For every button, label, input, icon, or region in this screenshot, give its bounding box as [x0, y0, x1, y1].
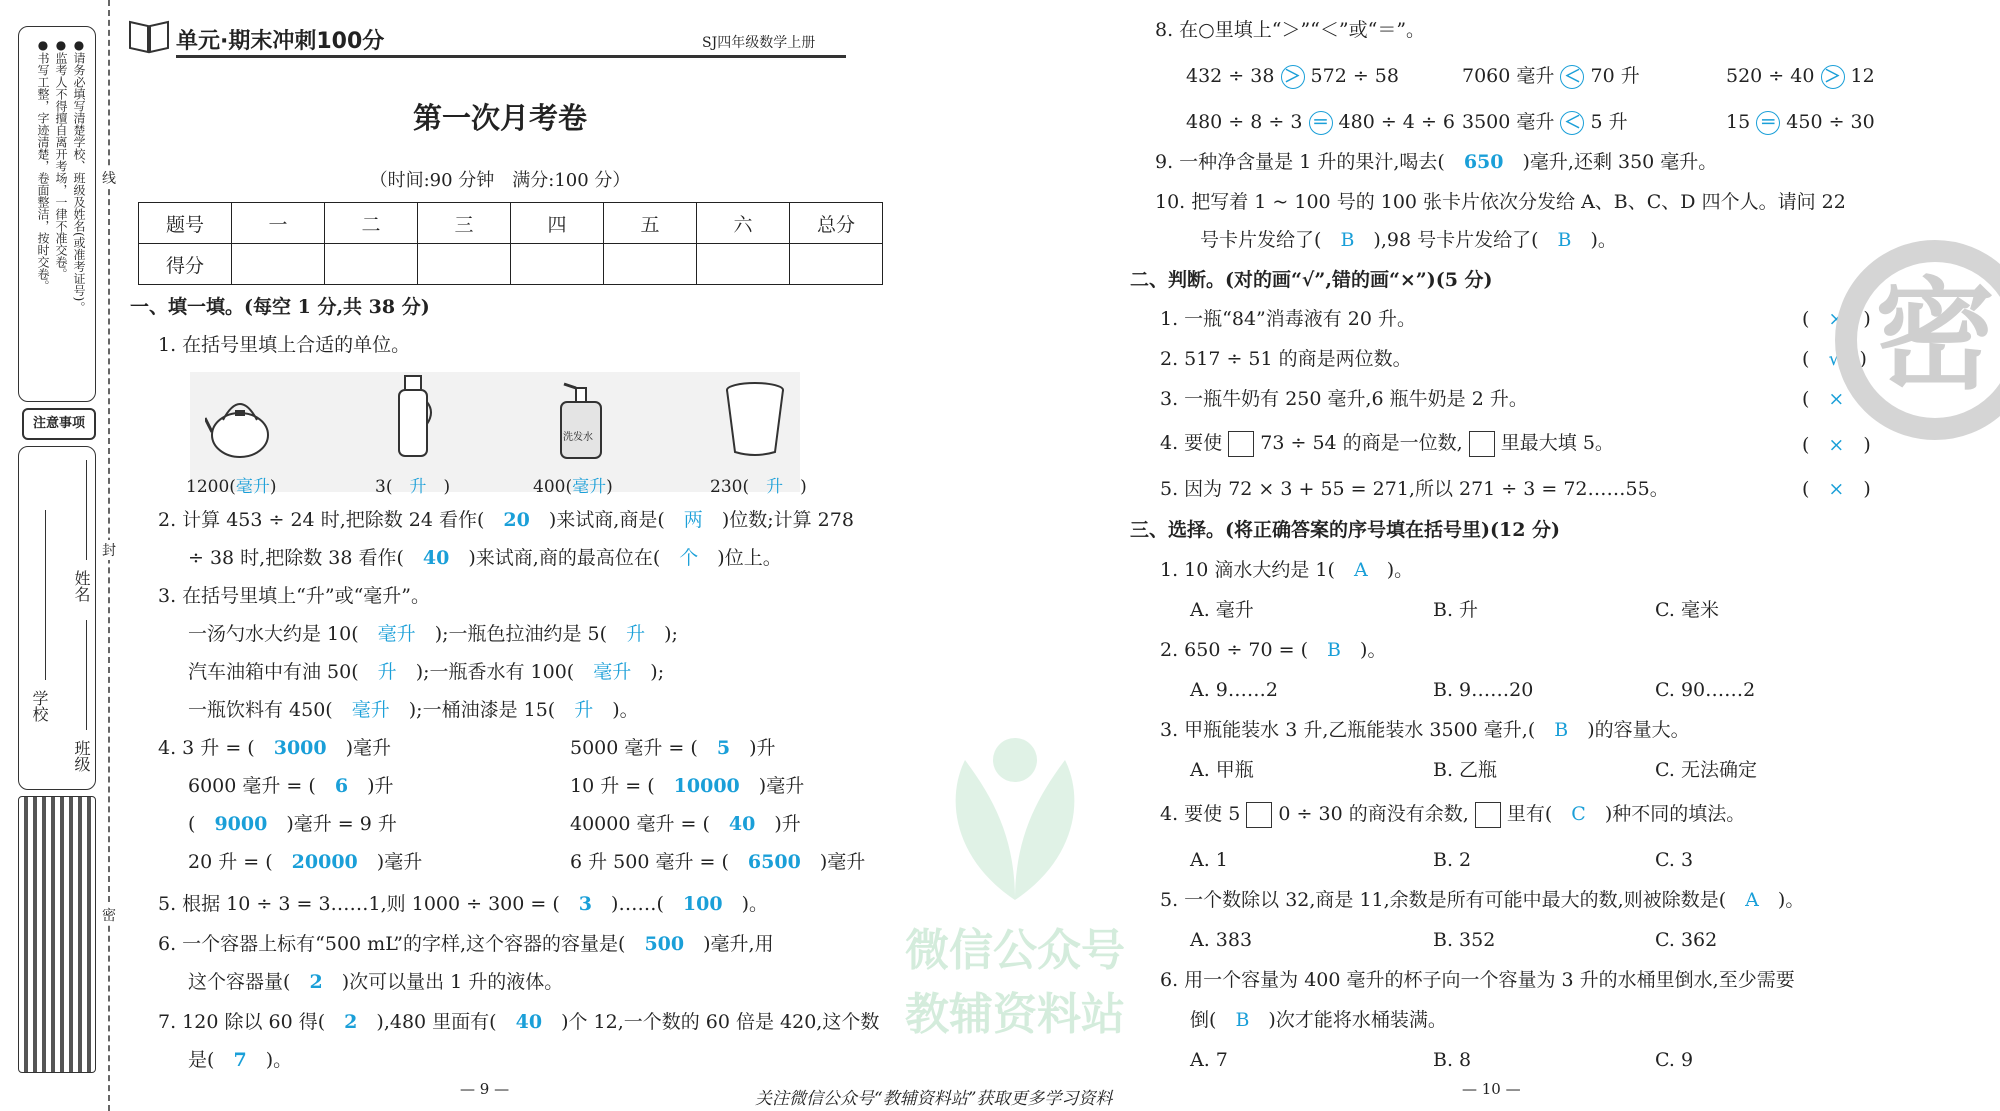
q4-item: 6 升 500 毫升 = ( 6500 )毫升	[570, 851, 866, 873]
judge-item: 1. 一瓶“84”消毒液有 20 升。	[1160, 308, 1417, 330]
score-header: 六	[697, 203, 790, 244]
stripe-box	[18, 796, 96, 1073]
score-header: 四	[511, 203, 604, 244]
choice-option: B. 8	[1433, 1049, 1472, 1071]
pic-label-shampoo: 400(毫升)	[533, 477, 613, 497]
watermark-line-1: 微信公众号	[905, 925, 1125, 976]
choice-question: 6. 用一个容量为 400 毫升的杯子向一个容量为 3 升的水桶里倒水,至少需要	[1160, 969, 1795, 991]
judge-item: 4. 要使 73 ÷ 54 的商是一位数, 里最大填 5。	[1160, 431, 1614, 457]
q7-line-1: 7. 120 除以 60 得( 2 ),480 里面有( 40 )个 12,一个数的 60 倍是 420,这个数	[158, 1011, 880, 1033]
score-header: 一	[232, 203, 325, 244]
judge-answer: ( × )	[1802, 478, 1871, 500]
judge-answer: ( × )	[1802, 308, 1871, 330]
choice-option: A. 383	[1190, 929, 1253, 951]
q9-text: 9. 一种净含量是 1 升的果汁,喝去( 650 )毫升,还剩 350 毫升。	[1155, 151, 1718, 173]
q2-line-1: 2. 计算 453 ÷ 24 时,把除数 24 看作( 20 )来试商,商是( 两 )位数;计算 278	[158, 509, 854, 531]
judge-answer: ( √ )	[1802, 348, 1867, 370]
score-header: 三	[418, 203, 511, 244]
notice-title: 注意事项	[22, 408, 96, 440]
choice-option: B. 2	[1433, 849, 1472, 871]
shampoo-label: 洗发水	[563, 432, 593, 443]
choice-option: B. 乙瓶	[1433, 759, 1498, 781]
judge-item: 3. 一瓶牛奶有 250 毫升,6 瓶牛奶是 2 升。	[1160, 388, 1528, 410]
header-series: 单元·期末冲刺100分	[176, 29, 385, 54]
secret-stamp: 密	[1835, 240, 2000, 440]
book-icon	[128, 16, 170, 54]
field-line-3	[86, 620, 87, 730]
score-cell[interactable]	[790, 244, 883, 285]
watermark-logo-icon	[915, 720, 1115, 920]
pic-label-bucket: 230( 升 )	[710, 477, 807, 497]
choice-option: B. 9……20	[1433, 679, 1534, 701]
blank-box[interactable]	[1246, 802, 1272, 828]
judge-item: 2. 517 ÷ 51 的商是两位数。	[1160, 348, 1412, 370]
judge-answer: ( × )	[1802, 434, 1871, 456]
q3-line-1: 一汤勺水大约是 10( 毫升 );一瓶色拉油约是 5( 升 );	[188, 623, 678, 645]
field-school: 学校	[30, 690, 49, 722]
q8-compare: 3500 毫升 ＜ 5 升	[1462, 111, 1628, 133]
field-line-2	[86, 460, 87, 560]
score-cell[interactable]	[232, 244, 325, 285]
q10-line-2: 号卡片发给了( B ),98 号卡片发给了( B )。	[1200, 229, 1617, 251]
blank-box[interactable]	[1469, 431, 1495, 457]
field-line-1	[45, 510, 46, 680]
q4-item: 5000 毫升 = ( 5 )升	[570, 737, 776, 759]
page-number-right: — 10 —	[1462, 1080, 1521, 1098]
score-header: 五	[604, 203, 697, 244]
q6-line-1: 6. 一个容器上标有“500 mL”的字样,这个容器的容量是( 500 )毫升,用	[158, 933, 774, 955]
notice-text: ●请务必填写清楚学校、班级及姓名(或准考证号)。 ●监考人不得擅自离开考场，一律不准交卷。 ●书写工整，字迹清楚，卷面整洁，按时交卷。	[36, 38, 86, 314]
choice-option: A. 9……2	[1190, 679, 1278, 701]
info-box	[18, 446, 96, 790]
q3-line-3: 一瓶饮料有 450( 毫升 );一桶油漆是 15( 升 )。	[188, 699, 639, 721]
shampoo-icon	[556, 374, 606, 464]
section-3-heading: 三、选择。(将正确答案的序号填在括号里)(12 分)	[1130, 519, 1561, 541]
score-header: 二	[325, 203, 418, 244]
choice-option: C. 毫米	[1655, 599, 1719, 621]
choice-option: A. 甲瓶	[1190, 759, 1254, 781]
judge-item: 5. 因为 72 × 3 + 55 = 271,所以 271 ÷ 3 = 72……55。	[1160, 478, 1669, 500]
cut-mark-line: 线	[102, 168, 116, 188]
q8-compare: 520 ÷ 40 ＞ 12	[1726, 65, 1875, 87]
choice-question: 3. 甲瓶能装水 3 升,乙瓶能装水 3500 毫升,( B )的容量大。	[1160, 719, 1690, 741]
q8-compare: 432 ÷ 38 ＞ 572 ÷ 58	[1186, 65, 1399, 87]
choice-option: C. 362	[1655, 929, 1718, 951]
watermark-line-2: 教辅资料站	[905, 989, 1125, 1040]
cut-mark-seal: 封	[102, 540, 116, 560]
score-header: 总分	[790, 203, 883, 244]
q4-item: 6000 毫升 = ( 6 )升	[188, 775, 394, 797]
header-rule	[176, 55, 846, 58]
score-row-label: 得分	[139, 244, 232, 285]
pic-label-thermos: 3( 升 )	[375, 477, 451, 497]
q8-compare: 480 ÷ 8 ÷ 3 ＝ 480 ÷ 4 ÷ 6	[1186, 111, 1455, 133]
q4-item: ( 9000 )毫升 = 9 升	[188, 813, 397, 835]
choice-question: 2. 650 ÷ 70 = ( B )。	[1160, 639, 1387, 661]
q4-item: 10 升 = ( 10000 )毫升	[570, 775, 805, 797]
q7-line-2: 是( 7 )。	[188, 1049, 293, 1071]
field-name: 姓名	[72, 570, 91, 602]
kettle-icon	[205, 380, 275, 464]
footer-note: 关注微信公众号“教辅资料站”获取更多学习资料	[755, 1089, 1113, 1109]
judge-answer: ( × )	[1802, 388, 1871, 410]
score-table	[138, 202, 883, 285]
picture-panel	[190, 372, 800, 492]
page-title: 第一次月考卷	[412, 101, 587, 135]
score-cell[interactable]	[604, 244, 697, 285]
q4-item: 4. 3 升 = ( 3000 )毫升	[158, 737, 392, 759]
choice-option: C. 无法确定	[1655, 759, 1757, 781]
q4-item: 40000 毫升 = ( 40 )升	[570, 813, 801, 835]
pic-label-kettle: 1200(毫升)	[186, 477, 277, 497]
q3-line-2: 汽车油箱中有油 50( 升 );一瓶香水有 100( 毫升 );	[188, 661, 665, 683]
choice-question-cont: 倒( B )次才能将水桶装满。	[1190, 1009, 1447, 1031]
header-grade: SJ四年级数学上册	[702, 35, 816, 51]
score-cell[interactable]	[325, 244, 418, 285]
sidebar	[0, 0, 116, 1111]
score-header: 题号	[139, 203, 232, 244]
choice-question: 5. 一个数除以 32,商是 11,余数是所有可能中最大的数,则被除数是( A )。	[1160, 889, 1805, 911]
cut-mark-secret: 密	[102, 905, 116, 925]
score-cell[interactable]	[511, 244, 604, 285]
q2-line-2: ÷ 38 时,把除数 38 看作( 40 )来试商,商的最高位在( 个 )位上。	[188, 547, 782, 569]
score-cell[interactable]	[418, 244, 511, 285]
q3-text: 3. 在括号里填上“升”或“毫升”。	[158, 585, 431, 607]
choice-option: C. 3	[1655, 849, 1694, 871]
page-subtitle: （时间:90 分钟 满分:100 分）	[369, 170, 631, 191]
q5-text: 5. 根据 10 ÷ 3 = 3……1,则 1000 ÷ 300 = ( 3 )……( 100 )。	[158, 893, 768, 915]
choice-option: B. 升	[1433, 599, 1479, 621]
watermark	[860, 720, 1170, 1042]
choice-option: A. 1	[1190, 849, 1228, 871]
bucket-icon	[723, 380, 787, 462]
choice-option: A. 7	[1190, 1049, 1228, 1071]
q1-text: 1. 在括号里填上合适的单位。	[158, 334, 411, 356]
page-number-left: — 9 —	[460, 1080, 510, 1098]
q8-compare: 15 ＝ 450 ÷ 30	[1726, 111, 1875, 133]
choice-option: C. 90……2	[1655, 679, 1756, 701]
q6-line-2: 这个容器量( 2 )次可以量出 1 升的液体。	[188, 971, 564, 993]
q8-compare: 7060 毫升 ＜ 70 升	[1462, 65, 1640, 87]
q8-text: 8. 在○里填上“＞”“＜”或“＝”。	[1155, 19, 1426, 41]
thermos-icon	[393, 372, 433, 464]
blank-box[interactable]	[1475, 802, 1501, 828]
choice-question: 1. 10 滴水大约是 1( A )。	[1160, 559, 1414, 581]
q4-item: 20 升 = ( 20000 )毫升	[188, 851, 423, 873]
choice-question: 4. 要使 5 0 ÷ 30 的商没有余数, 里有( C )种不同的填法。	[1160, 802, 1745, 828]
field-class: 班级	[72, 740, 91, 772]
choice-option: A. 毫升	[1190, 599, 1254, 621]
section-2-heading: 二、判断。(对的画“√”,错的画“×”)(5 分)	[1130, 269, 1493, 291]
section-1-heading: 一、填一填。(每空 1 分,共 38 分)	[130, 296, 430, 318]
q10-line-1: 10. 把写着 1 ~ 100 号的 100 张卡片依次分发给 A、B、C、D 四个人。请问 22	[1155, 191, 1846, 213]
choice-option: C. 9	[1655, 1049, 1694, 1071]
score-cell[interactable]	[697, 244, 790, 285]
blank-box[interactable]	[1228, 431, 1254, 457]
choice-option: B. 352	[1433, 929, 1496, 951]
